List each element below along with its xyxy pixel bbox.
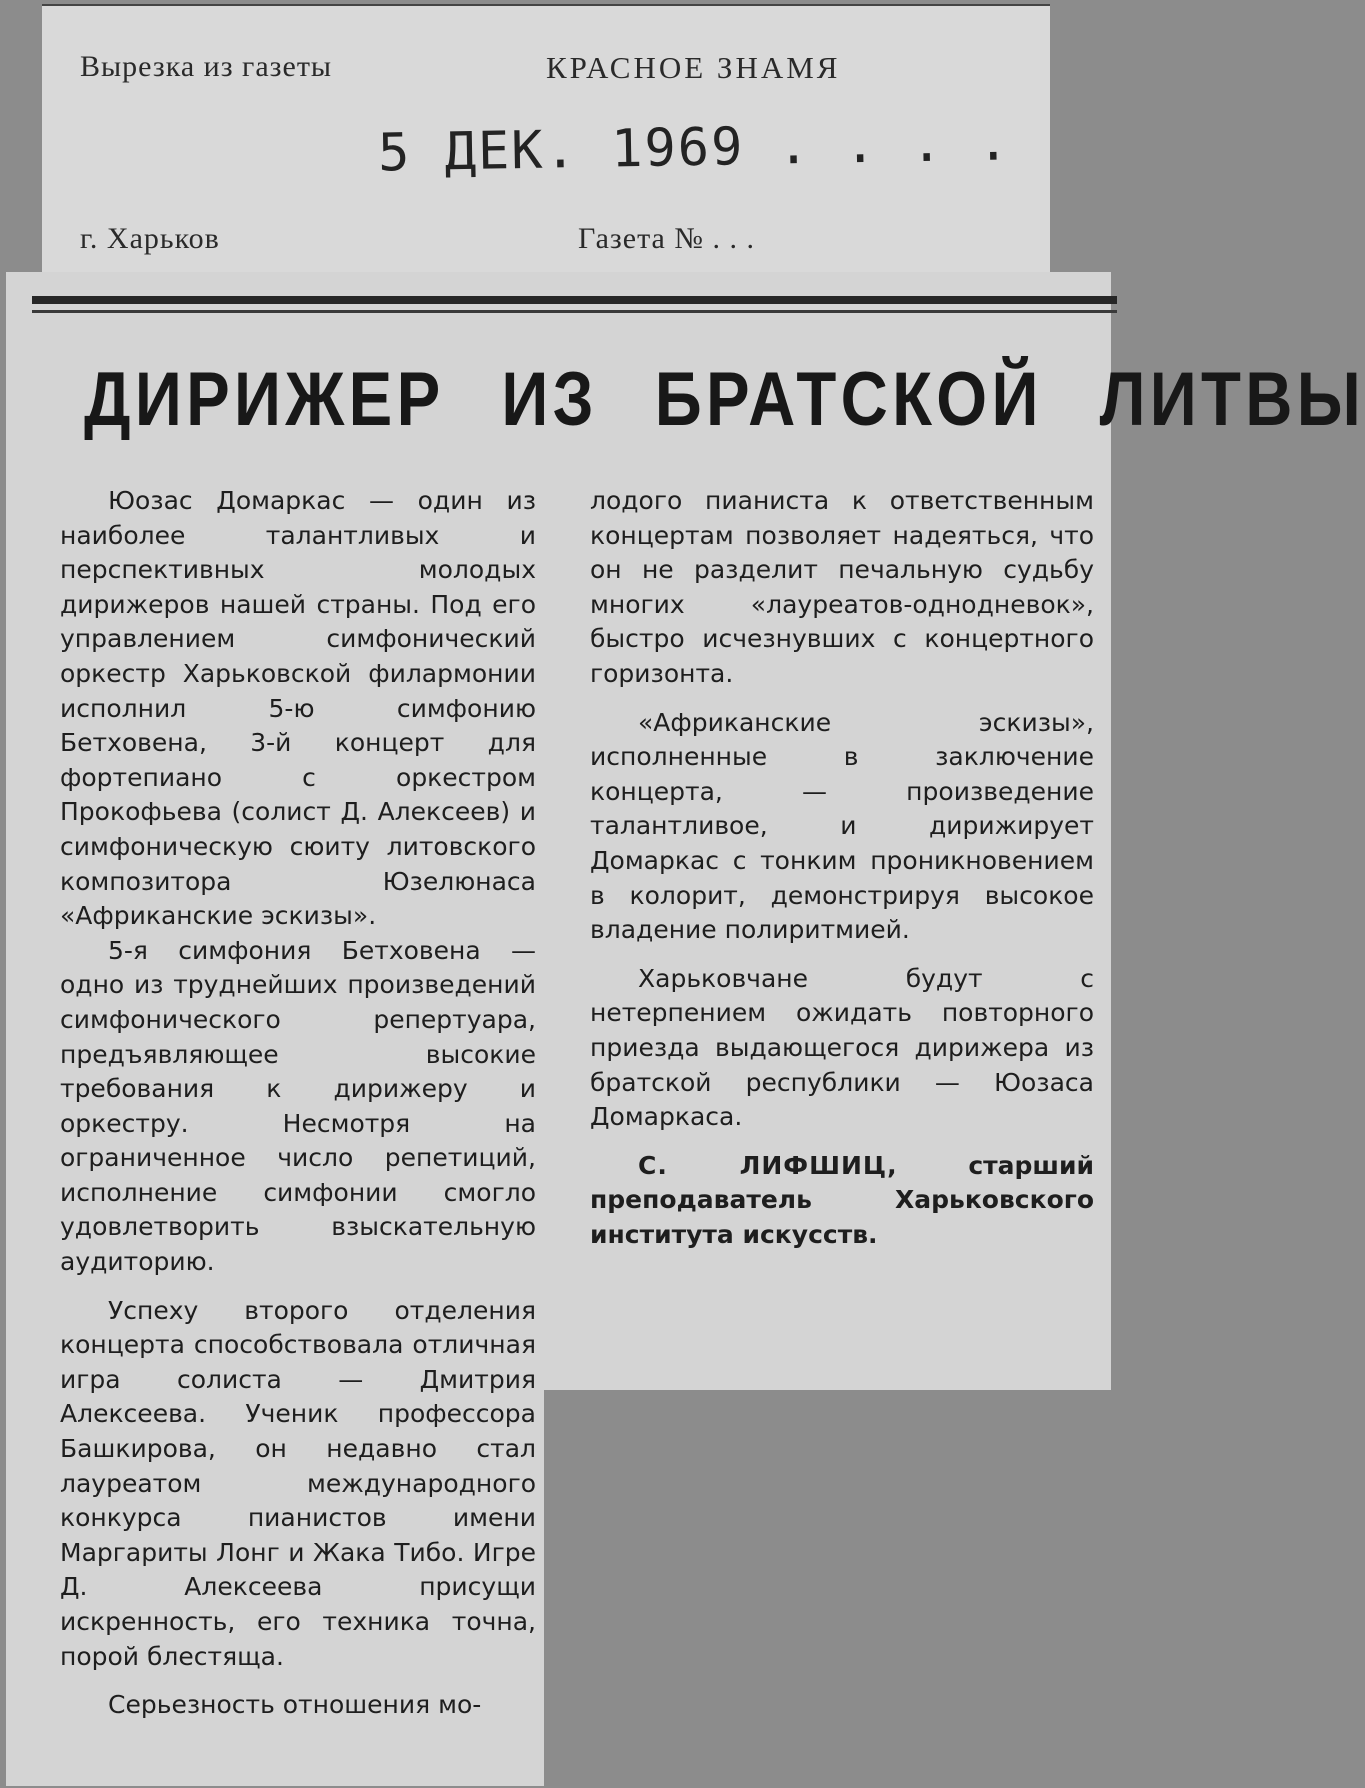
article-left-column [60,484,536,1723]
author-signature [590,1149,1094,1253]
clipping-source-slip [42,4,1050,282]
issue-number-label: Газета № . . . [578,222,755,255]
article-right-column [590,484,1094,1252]
article-headline: ДИРИЖЕР ИЗ БРАТСКОЙ ЛИТВЫ [84,357,1365,442]
header-rule-thin [32,310,1117,313]
paragraph: 5-я симфония Бетховена — одно из труднейших произведений симфонического репертуара, предъявляющее высокие требования к дирижеру и оркестру. Несмотря на ограниченное число репетиций, исполнение симфонии смогло удовлетворить взыскательную аудиторию. [60,935,536,1277]
paragraph: Серьезность отношения мо- [108,1690,482,1720]
paragraph: Юозас Домаркас — один из наиболее талантливых и перспективных молодых дирижеров нашей страны. Под его управлением симфонический оркестр Харьковской филармонии исполнил 5-ю симфонию Бетховена, 3-й концерт для фортепиано с оркестром Прокофьева (солист Д. Алексеев) и симфоническую сюиту литовского композитора Юзелюнаса «Африканские эскизы». [60,486,536,931]
author-title: старший преподаватель Харьковского института искусств. [590,1150,1094,1249]
paragraph: лодого пианиста к ответственным концертам позволяет надеяться, что он не разделит печальную судьбу многих «лауреатов-однодневок», быстро исчезнувших с концертного горизонта. [590,486,1094,688]
header-rule [32,296,1117,304]
paragraph: «Африканские эскизы», исполненные в заключение концерта, — произведение талантливое, и дирижирует Домаркас с тонким проникновением в колорит, демонстрируя высокое владение полиритмией. [590,707,1094,945]
paragraph: Харьковчане будут с нетерпением ожидать повторного приезда выдающегося дирижера из братской республики — Юозаса Домаркаса. [590,963,1094,1132]
author-name: С. ЛИФШИЦ, [638,1150,898,1180]
city-label: г. Харьков [80,222,220,255]
paragraph: Успеху второго отделения концерта способствовала отличная игра солиста — Дмитрия Алексеева. Ученик профессора Башкирова, он недавно стал лауреатом международного конкурса пианистов имени Маргариты Лонг и Жака Тибо. Игре Д. Алексеева присущи искренность, его техника точна, порой блестяща. [60,1295,536,1671]
cutting-label: Вырезка из газеты [80,50,333,83]
newspaper-name: КРАСНОЕ ЗНАМЯ [546,50,841,85]
date-stamp: 5 ДЕК. 1969 . . . . [377,112,1012,184]
